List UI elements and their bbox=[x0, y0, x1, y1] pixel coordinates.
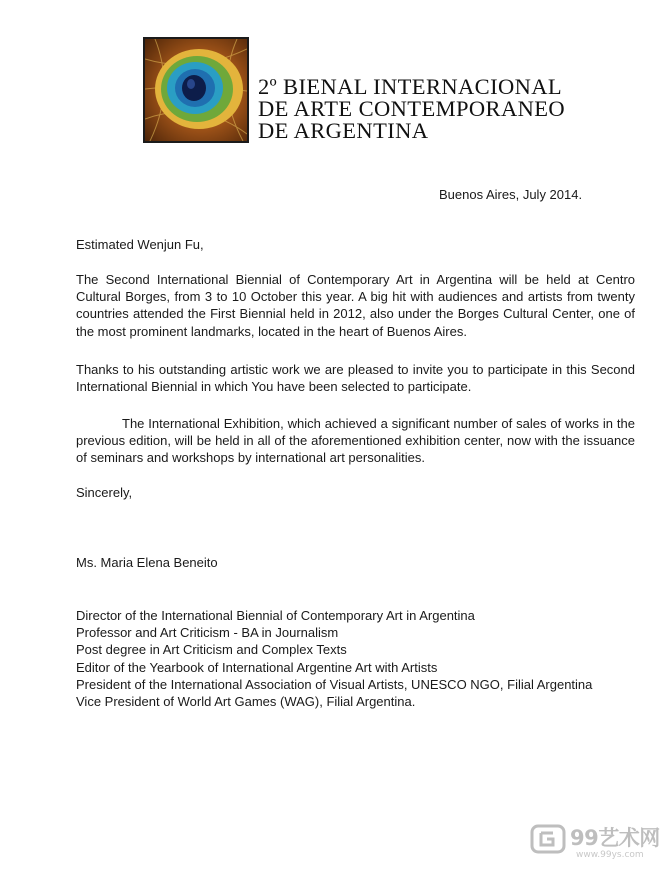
biennial-logo-title bbox=[258, 76, 565, 142]
signer-title: Vice President of World Art Games (WAG), Filial Argentina. bbox=[76, 694, 416, 710]
paragraph-invitation: Thanks to his outstanding artistic work we are pleased to invite you to participate in this Second International Biennial in which You have been selected to participate. bbox=[76, 362, 635, 395]
closing: Sincerely, bbox=[76, 485, 133, 500]
signer-name: Ms. Maria Elena Beneito bbox=[76, 555, 218, 570]
signer-title: Editor of the Yearbook of International Argentine Art with Artists bbox=[76, 659, 438, 675]
signer-title: Professor and Art Criticism - BA in Journalism bbox=[76, 625, 339, 641]
logo-title-line: DE ARGENTINA bbox=[258, 118, 429, 143]
signer-title: President of the International Association of Visual Artists, UNESCO NGO, Filial Argentina bbox=[76, 676, 593, 692]
paragraph-exhibition: The International Exhibition, which achieved a significant number of sales of works in the previous edition, will be held in all of the aforementioned exhibition center, now with the issuance of seminars and workshops by international art personalities. bbox=[76, 416, 635, 466]
logo-title-line: 2º BIENAL INTERNACIONAL bbox=[258, 74, 563, 99]
peacock-feather-logo-icon bbox=[143, 37, 249, 143]
logo-title-line: DE ARTE CONTEMPORANEO bbox=[258, 96, 566, 121]
watermark-url: www.99ys.com bbox=[576, 850, 644, 860]
watermark-brand: 99艺术网 bbox=[570, 826, 660, 850]
letter-date: Buenos Aires, July 2014. bbox=[439, 187, 583, 202]
watermark bbox=[530, 818, 670, 868]
signer-title: Post degree in Art Criticism and Complex Texts bbox=[76, 642, 347, 658]
paragraph-intro: The Second International Biennial of Contemporary Art in Argentina will be held at Centro Cultural Borges, from 3 to 10 October this year. A big hit with audiences and artists from twenty countries attended the First Biennial held in 2012, also under the Borges Cultural Center, one of the most prominent landmarks, located in the heart of Buenos Aires. bbox=[76, 272, 635, 339]
signer-title: Director of the International Biennial of Contemporary Art in Argentina bbox=[76, 608, 475, 623]
salutation: Estimated Wenjun Fu, bbox=[76, 237, 204, 252]
signer-titles-list bbox=[76, 607, 592, 710]
watermark-logo-icon bbox=[530, 824, 566, 854]
